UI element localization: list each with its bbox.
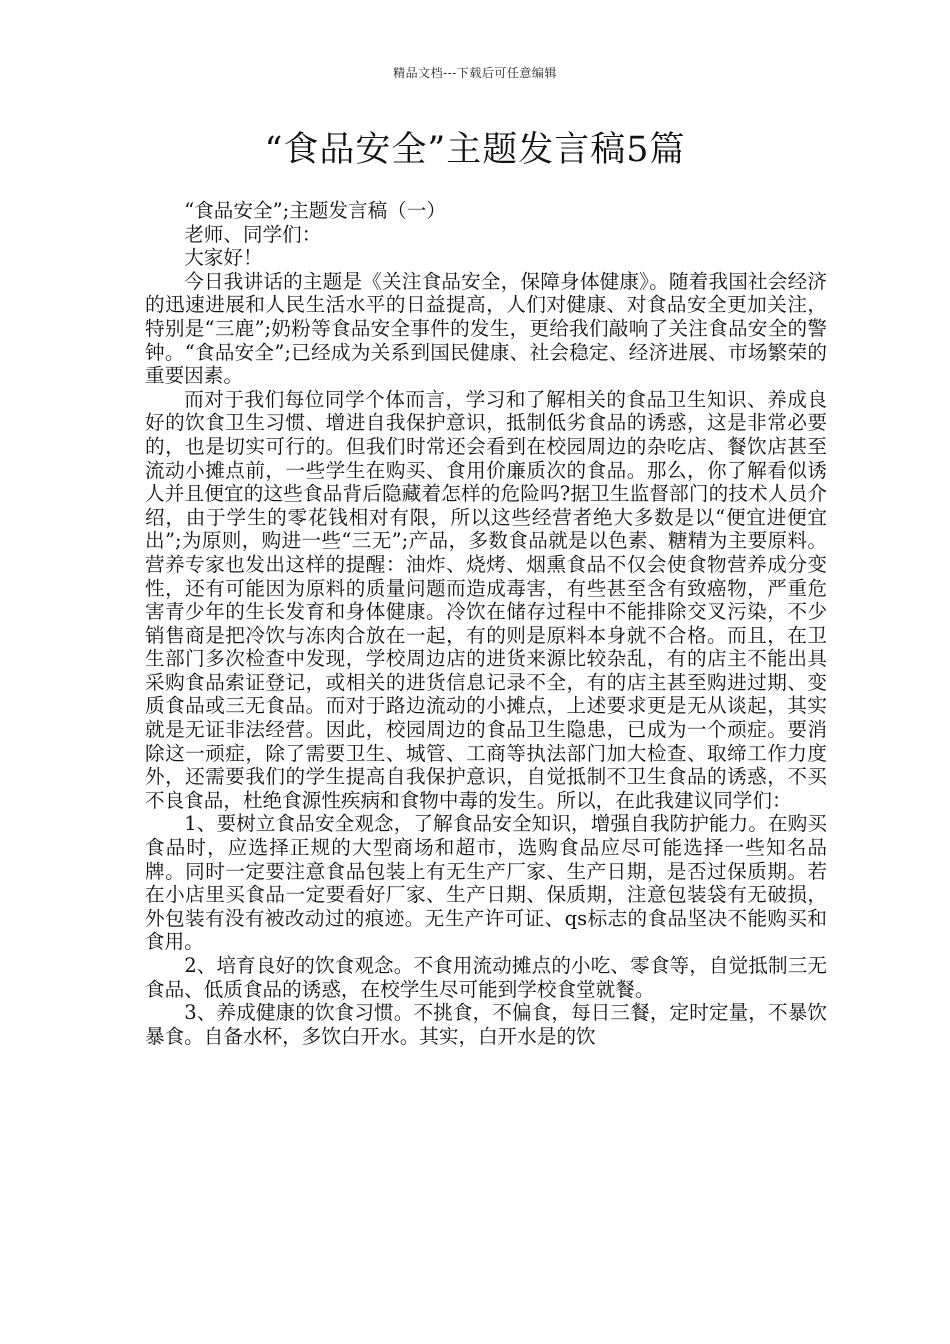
paragraph: 而对于我们每位同学个体而言，学习和了解相关的食品卫生知识、养成良好的饮食卫生习惯、增进自我保护意识，抵制低劣食品的诱惑，这是非常必要的，也是切实可行的。但我们时常还会看到在校园周边的杂吃店、餐饮店甚至流动小摊点前，一些学生在购买、食用价廉质次的食品。那么，你了解看似诱人并且便宜的这些食品背后隐藏着怎样的危险吗?据卫生监督部门的技术人员介绍，由于学生的零花钱相对有限，所以这些经营者绝大多数是以“便宜进便宜出”;为原则，购进一些“三无”;产品，多数食品就是以色素、糖精为主要原料。营养专家也发出这样的提醒：油炸、烧烤、烟熏食品不仅会使食物营养成分变性，还有可能因为原料的质量问题而造成毒害，有些甚至含有致癌物，严重危害青少年的生长发育和身体健康。冷饮在储存过程中不能排除交叉污染，不少销售商是把冷饮与冻肉合放在一起，有的则是原料本身就不合格。而且，在卫生部门多次检查中发现，学校周边店的进货来源比较杂乱，有的店主不能出具采购食品索证登记，或相关的进货信息记录不全，有的店主甚至购进过期、变质食品或三无食品。而对于路边流动的小摊点，上述要求更是无从谈起，其实就是无证非法经营。因此，校园周边的食品卫生隐患，已成为一个顽症。要消除这一顽症，除了需要卫生、城管、工商等执法部门加大检查、取缔工作力度外，还需要我们的学生提高自我保护意识，自觉抵制不卫生食品的诱惑，不买不良食品，杜绝食源性疾病和食物中毒的发生。所以，在此我建议同学们： xyxy=(145,387,827,812)
page-header: 精品文档---下载后可任意编辑 xyxy=(393,66,557,80)
paragraph: 今日我讲话的主题是《关注食品安全，保障身体健康》。随着我国社会经济的迅速进展和人民生活水平的日益提高，人们对健康、对食品安全更加关注，特别是“三鹿”;奶粉等食品安全事件的发生，更给我们敲响了关注食品安全的警钟。“食品安全”;已经成为关系到国民健康、社会稳定、经济进展、市场繁荣的重要因素。 xyxy=(145,269,827,388)
section-heading: “食品安全”;主题发言稿（一） xyxy=(184,199,446,222)
suggestion-item: 2、培育良好的饮食观念。不食用流动摊点的小吃、零食等，自觉抵制三无食品、低质食品的诱惑，在校学生尽可能到学校食堂就餐。 xyxy=(145,954,827,1001)
document-body xyxy=(145,199,827,1048)
greeting: 大家好！ xyxy=(184,246,263,270)
salutation: 老师、同学们： xyxy=(184,222,322,246)
document-title: “食品安全”主题发言稿5篇 xyxy=(264,130,686,170)
suggestion-item: 1、要树立食品安全观念，了解食品安全知识，增强自我防护能力。在购买食品时，应选择正规的大型商场和超市，选购食品应尽可能选择一些知名品牌。同时一定要注意食品包装上有无生产厂家、生产日期，是否过保质期。若在小店里买食品一定要看好厂家、生产日期、保质期，注意包装袋有无破损，外包装有没有被改动过的痕迹。无生产许可证、qs标志的食品坚决不能购买和食用。 xyxy=(145,812,827,954)
suggestion-item: 3、养成健康的饮食习惯。不挑食，不偏食，每日三餐，定时定量，不暴饮暴食。自备水杯，多饮白开水。其实，白开水是的饮 xyxy=(145,1001,827,1048)
